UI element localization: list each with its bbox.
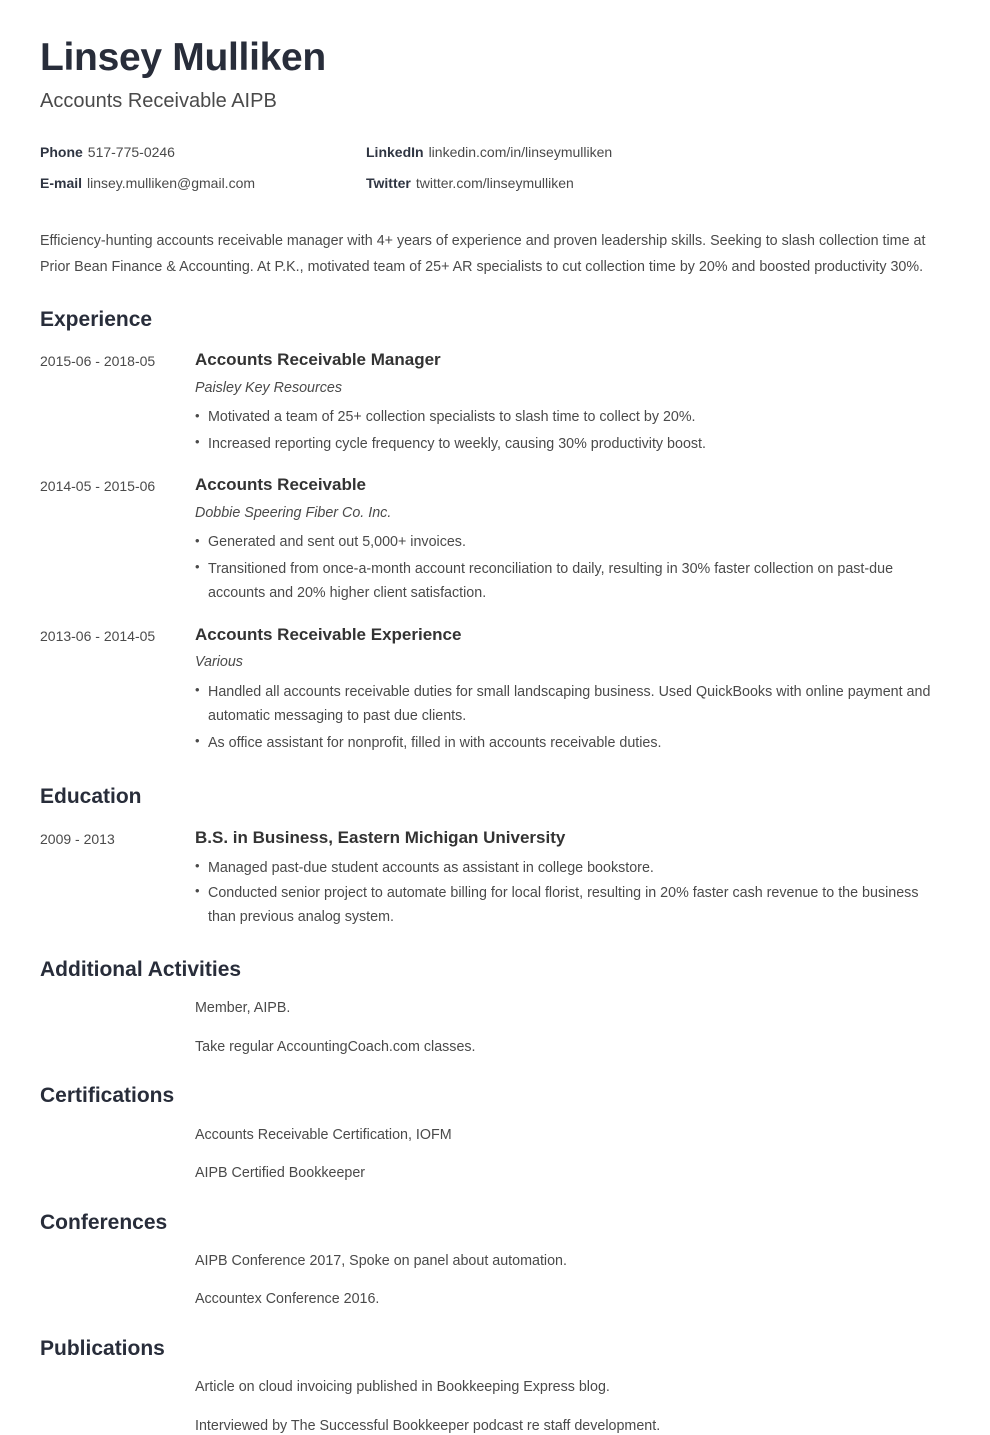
- list-item: Article on cloud invoicing published in Bookkeeping Express blog.: [195, 1379, 610, 1396]
- entry-bullet: • Increased reporting cycle frequency to weekly, causing 30% productivity boost.: [195, 432, 950, 457]
- entry-bullet: • Handled all accounts receivable duties for small landscaping business. Used QuickBooks with online payment and automatic messaging to past due clients.: [195, 680, 950, 729]
- section-additional-activities: [40, 957, 950, 1056]
- professional-summary: Efficiency-hunting accounts receivable manager with 4+ years of experience and proven leadership skills. Seeking to slash collection time at Prior Bean Finance & Accounting. At P.K., motivated team of 25+ AR specialists to cut collection time by 20% and boosted productivity 30%.: [40, 233, 926, 275]
- section-heading-certifications: Certifications: [40, 1084, 175, 1108]
- entry-organization: Paisley Key Resources: [195, 379, 343, 396]
- contact-details: [40, 144, 950, 193]
- entry-bullet: • Conducted senior project to automate billing for local florist, resulting in 20% faster cash revenue to the business than previous analog system.: [195, 881, 950, 930]
- entry-row: [40, 474, 950, 608]
- candidate-job-title: Accounts Receivable AIPB: [40, 89, 277, 112]
- certifications-list: [40, 1126, 950, 1183]
- entry-date: 2013-06 - 2014-05: [40, 627, 156, 644]
- entry-date: 2014-05 - 2015-06: [40, 478, 156, 495]
- list-item: AIPB Conference 2017, Spoke on panel about automation.: [195, 1252, 567, 1269]
- candidate-name: Linsey Mulliken: [40, 36, 326, 79]
- contact-twitter-label: Twitter: [366, 175, 411, 192]
- entry-title: Accounts Receivable Manager: [195, 350, 441, 370]
- list-item: Member, AIPB.: [195, 1000, 291, 1017]
- contact-email-label: E-mail: [40, 175, 83, 192]
- education-entry-list: [40, 827, 950, 930]
- list-item: Accounts Receivable Certification, IOFM: [195, 1126, 452, 1143]
- contact-twitter-value[interactable]: twitter.com/linseymulliken: [415, 175, 574, 192]
- contact-linkedin-label: LinkedIn: [366, 143, 424, 160]
- entry-bullet: • Motivated a team of 25+ collection specialists to slash time to collect by 20%.: [195, 405, 950, 430]
- section-publications: [40, 1336, 950, 1435]
- entry-bullet: • Generated and sent out 5,000+ invoices.: [195, 530, 950, 555]
- entry-organization: Dobbie Speering Fiber Co. Inc.: [195, 504, 392, 521]
- publications-list: [40, 1378, 950, 1435]
- list-item: Interviewed by The Successful Bookkeeper podcast re staff development.: [195, 1417, 661, 1434]
- entry-bullet: • As office assistant for nonprofit, filled in with accounts receivable duties.: [195, 731, 950, 756]
- contact-phone: [40, 144, 366, 161]
- entry-bullet-list: [195, 405, 950, 456]
- contact-phone-label: Phone: [40, 143, 83, 160]
- list-item: Accountex Conference 2016.: [195, 1291, 380, 1308]
- list-item: Take regular AccountingCoach.com classes.: [195, 1038, 476, 1055]
- section-conferences: [40, 1210, 950, 1309]
- entry-row: [40, 349, 950, 458]
- entry-row: [40, 624, 950, 758]
- list-item: AIPB Certified Bookkeeper: [195, 1165, 366, 1182]
- section-heading-experience: Experience: [40, 308, 153, 332]
- entry-bullet: • Transitioned from once-a-month account reconciliation to daily, resulting in 30% faster collection on past-due accounts and 20% higher client satisfaction.: [195, 557, 950, 606]
- experience-entry-list: [40, 349, 950, 757]
- contact-phone-value: 517-775-0246: [87, 143, 175, 160]
- entry-organization: Various: [195, 654, 243, 671]
- section-heading-education: Education: [40, 785, 142, 809]
- conferences-list: [40, 1252, 950, 1309]
- contact-linkedin-value[interactable]: linkedin.com/in/linseymulliken: [428, 143, 613, 160]
- section-experience: [40, 307, 950, 757]
- entry-bullet-list: [195, 856, 950, 930]
- section-heading-conferences: Conferences: [40, 1210, 168, 1234]
- section-certifications: [40, 1083, 950, 1182]
- contact-email[interactable]: [40, 175, 366, 192]
- entry-row: [40, 827, 950, 930]
- entry-body: [195, 827, 950, 930]
- section-education: [40, 784, 950, 930]
- entry-date: 2015-06 - 2018-05: [40, 353, 156, 370]
- entry-title: Accounts Receivable: [195, 475, 367, 495]
- contact-twitter[interactable]: [366, 175, 950, 192]
- additional-activities-list: [40, 999, 950, 1056]
- entry-body: [195, 349, 950, 458]
- section-heading-additional-activities: Additional Activities: [40, 958, 242, 982]
- entry-bullet-list: [195, 680, 950, 756]
- entry-date: 2009 - 2013: [40, 830, 115, 847]
- resume-header: [40, 36, 950, 113]
- entry-body: [195, 624, 950, 758]
- contact-email-value[interactable]: linsey.mulliken@gmail.com: [87, 175, 256, 192]
- entry-body: [195, 474, 950, 608]
- entry-bullet-list: [195, 530, 950, 606]
- entry-title: B.S. in Business, Eastern Michigan University: [195, 827, 566, 847]
- contact-linkedin[interactable]: [366, 144, 950, 161]
- entry-bullet: • Managed past-due student accounts as assistant in college bookstore.: [195, 856, 950, 881]
- entry-title: Accounts Receivable Experience: [195, 624, 462, 644]
- section-heading-publications: Publications: [40, 1337, 165, 1361]
